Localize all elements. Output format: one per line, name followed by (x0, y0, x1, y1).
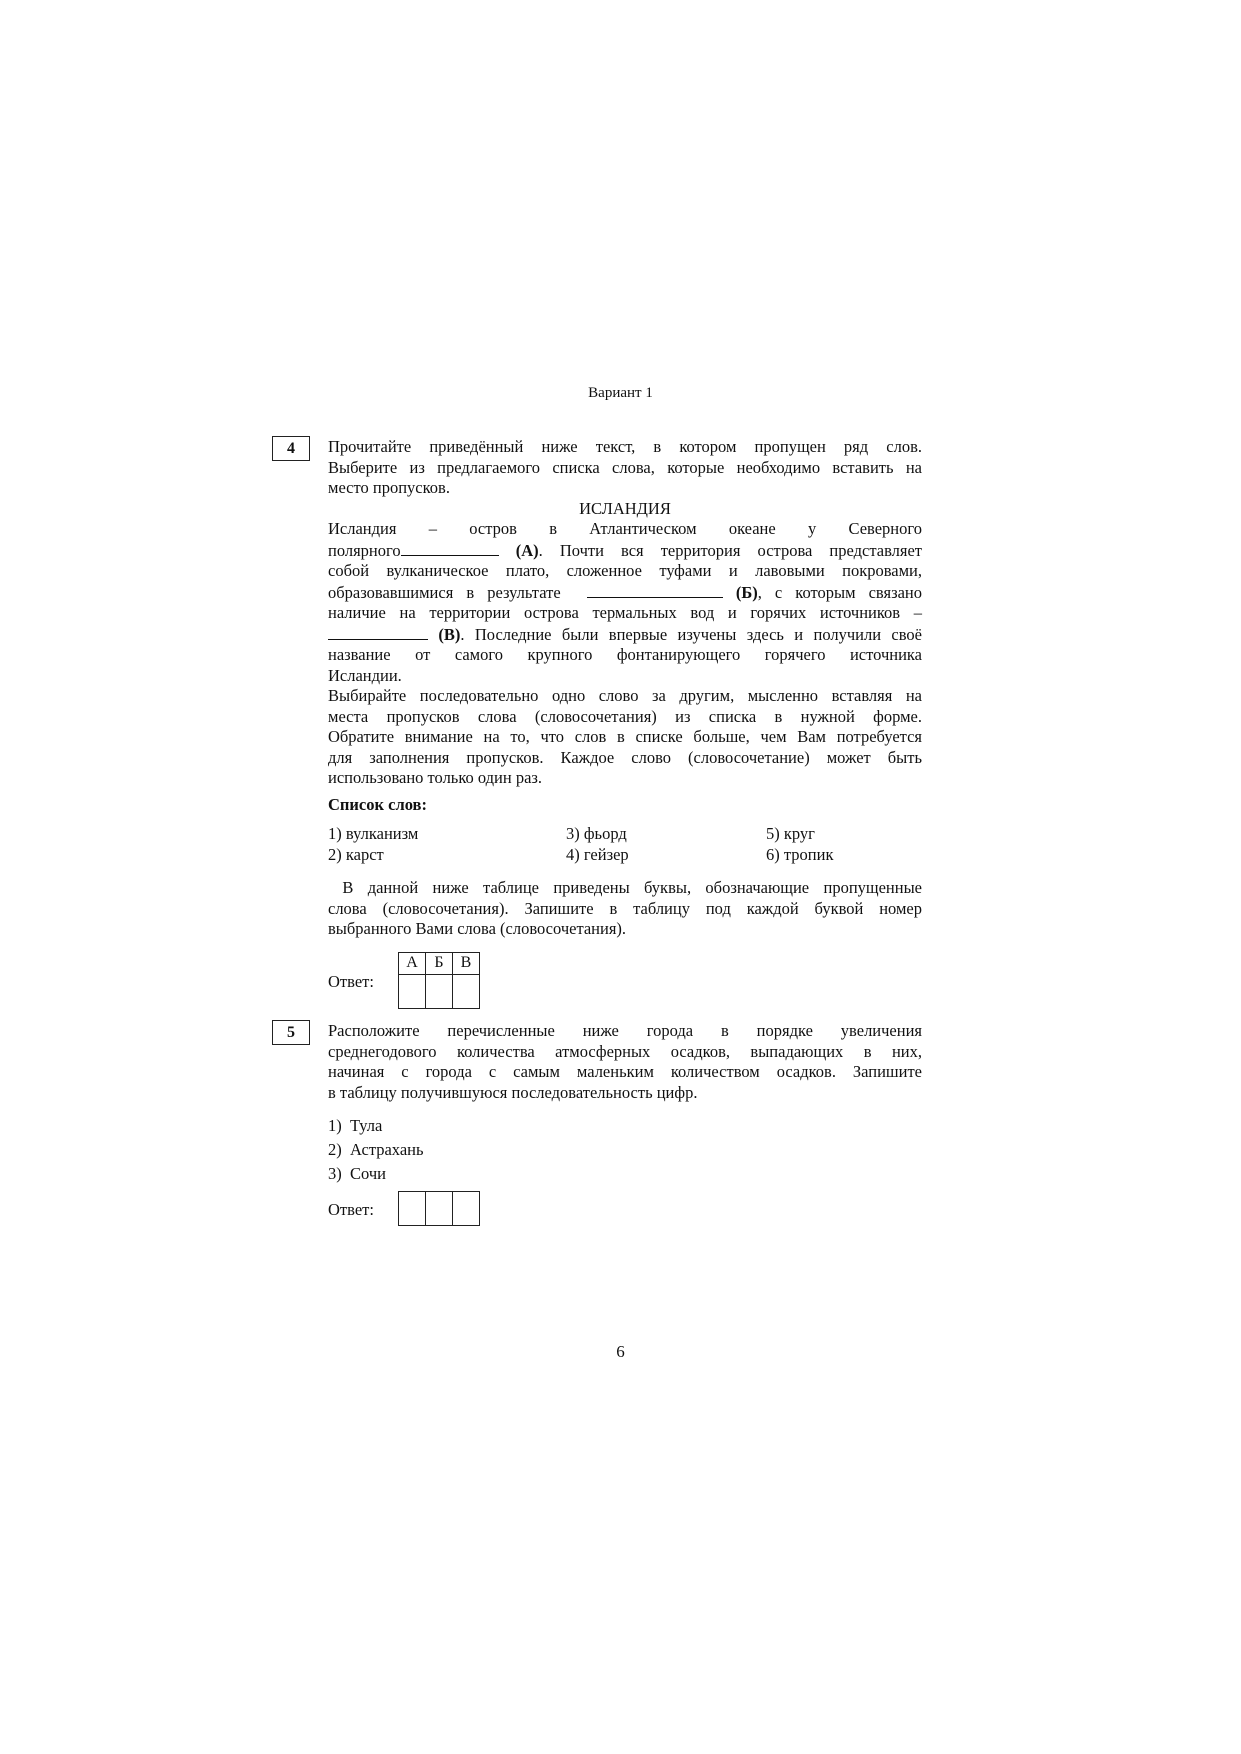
word-item: 4) гейзер (566, 845, 629, 864)
variant-header: Вариант 1 (588, 385, 653, 401)
page-number: 6 (616, 1342, 625, 1361)
q4-intro-line: место пропусков. (328, 478, 450, 497)
answer-cell-b[interactable] (426, 974, 453, 1008)
word-item: 2) карст (328, 845, 384, 864)
text-fragment: полярного (328, 540, 401, 560)
q5-line: начиная с города с самым маленьким количеством осадков. Запишите (328, 1062, 922, 1081)
q4-intro-line: Прочитайте приведённый ниже текст, в котором пропущен ряд слов. (328, 437, 922, 456)
text-line: название от самого крупного фонтанирующего горячего источника (328, 645, 922, 664)
question-number-4: 4 (272, 436, 310, 461)
q5-answer-table (398, 1191, 480, 1226)
instruction-line: использовано только один раз. (328, 768, 543, 787)
text-fragment: . Последние были впервые изучены здесь и получили своё (460, 624, 922, 644)
answer-cell-a[interactable] (399, 974, 426, 1008)
blank-v (328, 624, 428, 640)
instruction-line: Обратите внимание на то, что слов в списке больше, чем Вам потребуется (328, 727, 922, 746)
answer-header-b: Б (426, 953, 453, 975)
text-fragment: , с которым связано (757, 582, 923, 602)
q4-answer-label: Ответ: (328, 972, 374, 991)
word-list-title: Список слов: (328, 795, 427, 814)
city-item: 2) Астрахань (328, 1140, 424, 1159)
text-title: ИСЛАНДИЯ (579, 498, 671, 518)
word-item: 5) круг (766, 824, 815, 843)
q4-intro-line: Выберите из предлагаемого списка слова, которые необходимо вставить на (328, 457, 922, 477)
table-instructions (328, 878, 922, 940)
q5-line: Расположите перечисленные ниже города в порядке увеличения (328, 1021, 922, 1040)
blank-b (587, 582, 723, 598)
answer-cell-v[interactable] (453, 974, 480, 1008)
text-line: собой вулканическое плато, сложенное туфами и лавовыми покровами, (328, 561, 922, 580)
text-line: Исландия – остров в Атлантическом океане у Северного (328, 519, 922, 538)
answer-header-a: А (399, 953, 426, 975)
table-instruction-line: выбранного Вами слова (словосочетания). (328, 919, 627, 938)
text-line: наличие на территории острова термальных вод и горячих источников – (328, 603, 922, 622)
word-item: 6) тропик (766, 845, 834, 864)
q5-line: в таблицу получившуюся последовательность цифр. (328, 1082, 698, 1102)
word-item: 3) фьорд (566, 824, 627, 843)
answer-cell-1[interactable] (399, 1192, 426, 1226)
text-line (328, 624, 922, 646)
text-line: Исландии. (328, 665, 402, 685)
mark-a: (А) (515, 540, 539, 560)
answer-cell-2[interactable] (426, 1192, 453, 1226)
q5-text (328, 1021, 922, 1103)
mark-v: (В) (438, 624, 461, 644)
q5-line: среднегодового количества атмосферных осадков, выпадающих в них, (328, 1041, 922, 1061)
text-fragment: образовавшимися в результате (328, 582, 561, 602)
q4-intro (328, 437, 922, 789)
city-item: 3) Сочи (328, 1164, 386, 1183)
question-number-5: 5 (272, 1020, 310, 1045)
table-instruction-line: слова (словосочетания). Запишите в таблицу под каждой буквой номер (328, 898, 922, 918)
city-item: 1) Тула (328, 1116, 383, 1135)
table-instruction-line: В данной ниже таблице приведены буквы, обозначающие пропущенные (328, 878, 922, 897)
instruction-line: Выбирайте последовательно одно слово за другим, мысленно вставляя на (328, 686, 922, 705)
text-line (328, 540, 922, 562)
instruction-line: места пропусков слова (словосочетания) из списка в нужной форме. (328, 706, 922, 726)
instruction-line: для заполнения пропусков. Каждое слово (словосочетание) может быть (328, 747, 922, 767)
text-fragment: . Почти вся территория острова представляет (538, 540, 923, 560)
text-line (328, 582, 922, 604)
answer-cell-3[interactable] (453, 1192, 480, 1226)
mark-b: (Б) (735, 582, 758, 602)
q5-answer-label: Ответ: (328, 1200, 374, 1219)
word-item: 1) вулканизм (328, 824, 419, 843)
q4-answer-table (398, 952, 480, 1009)
answer-header-v: В (453, 953, 480, 975)
blank-a (401, 540, 499, 556)
